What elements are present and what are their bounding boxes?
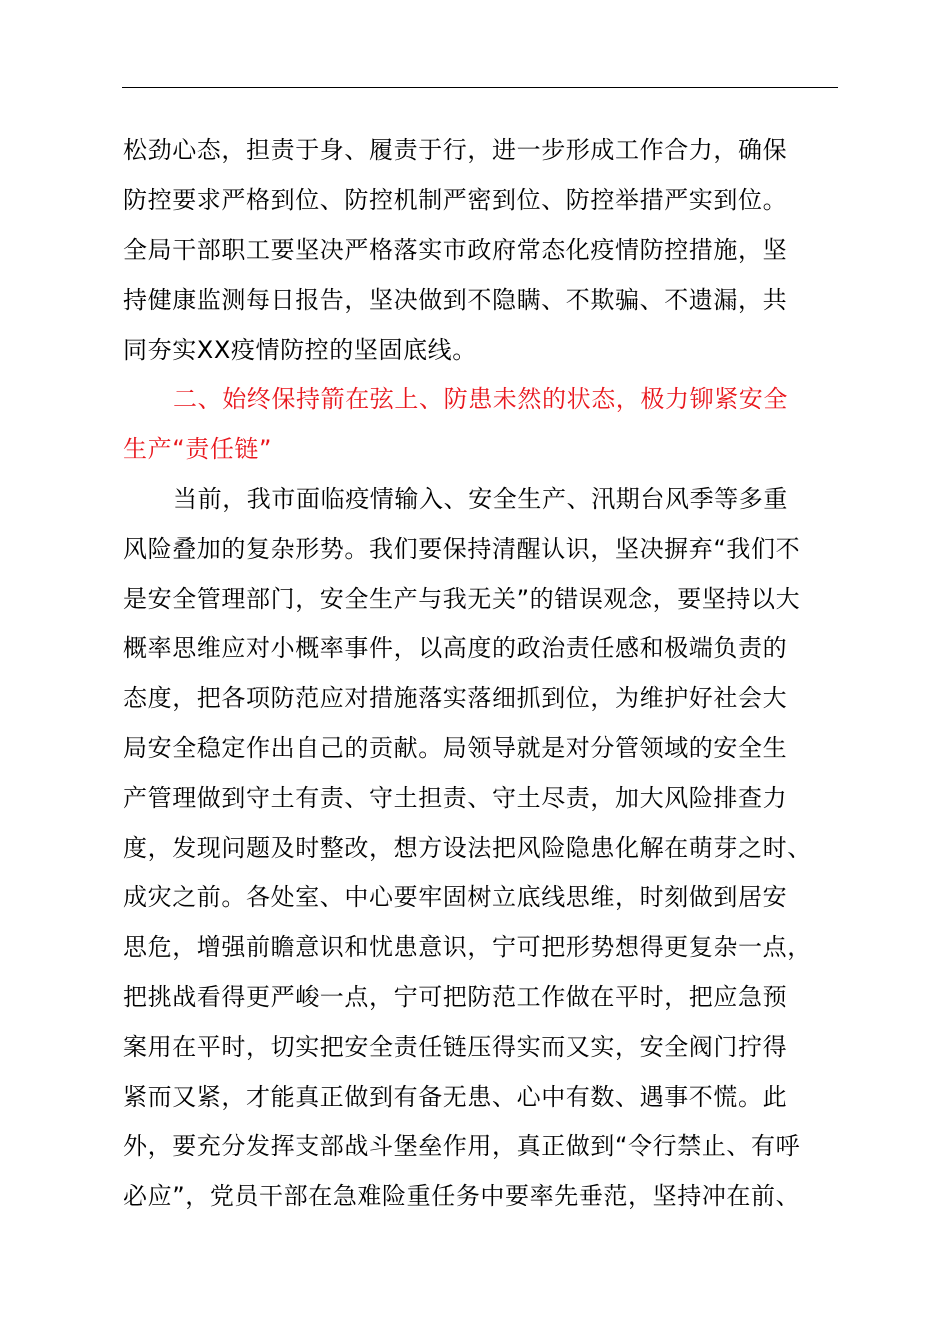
paragraph-line-11: 把挑战看得更严峻一点，宁可把防范工作做在平时，把应急预: [123, 983, 788, 1011]
body-line-4: 持健康监测每日报告，坚决做到不隐瞒、不欺骗、不遗漏，共: [123, 286, 788, 314]
paragraph-line-2: 风险叠加的复杂形势。我们要保持清醒认识，坚决摒弃“我们不: [123, 535, 801, 563]
paragraph-line-5: 态度，把各项防范应对措施落实落细抓到位，为维护好社会大: [123, 684, 788, 712]
paragraph-line-14: 外，要充分发挥支部战斗堡垒作用，真正做到“令行禁止、有呼: [123, 1132, 801, 1160]
paragraph-line-9: 成灾之前。各处室、中心要牢固树立底线思维，时刻做到居安: [123, 883, 788, 911]
header-rule: [122, 87, 838, 88]
paragraph-line-13: 紧而又紧，才能真正做到有备无患、心中有数、遇事不慌。此: [123, 1083, 788, 1111]
paragraph-line-8: 度，发现问题及时整改，想方设法把风险隐患化解在萌芽之时、: [123, 834, 812, 862]
section-heading-line-2: 生产“责任链”: [123, 435, 273, 463]
body-line-3: 全局干部职工要坚决严格落实市政府常态化疫情防控措施，坚: [123, 236, 788, 264]
paragraph-line-12: 案用在平时，切实把安全责任链压得实而又实，安全阀门拧得: [123, 1033, 788, 1061]
paragraph-line-6: 局安全稳定作出自己的贡献。局领导就是对分管领域的安全生: [123, 734, 788, 762]
paragraph-line-1: 当前，我市面临疫情输入、安全生产、汛期台风季等多重: [173, 485, 788, 513]
body-line-2: 防控要求严格到位、防控机制严密到位、防控举措严实到位。: [123, 186, 788, 214]
section-heading-line-1: 二、始终保持箭在弦上、防患未然的状态，极力铆紧安全: [173, 385, 788, 413]
body-line-1: 松劲心态，担责于身、履责于行，进一步形成工作合力，确保: [123, 136, 788, 164]
paragraph-line-7: 产管理做到守土有责、守土担责、守土尽责，加大风险排查力: [123, 784, 788, 812]
paragraph-line-4: 概率思维应对小概率事件，以高度的政治责任感和极端负责的: [123, 634, 788, 662]
body-line-5: 同夯实XX疫情防控的坚固底线。: [123, 336, 477, 364]
paragraph-line-10: 思危，增强前瞻意识和忧患意识，宁可把形势想得更复杂一点，: [123, 933, 812, 961]
paragraph-line-15: 必应”，党员干部在急难险重任务中要率先垂范，坚持冲在前、: [123, 1182, 801, 1210]
paragraph-line-3: 是安全管理部门，安全生产与我无关”的错误观念，要坚持以大: [123, 585, 801, 613]
